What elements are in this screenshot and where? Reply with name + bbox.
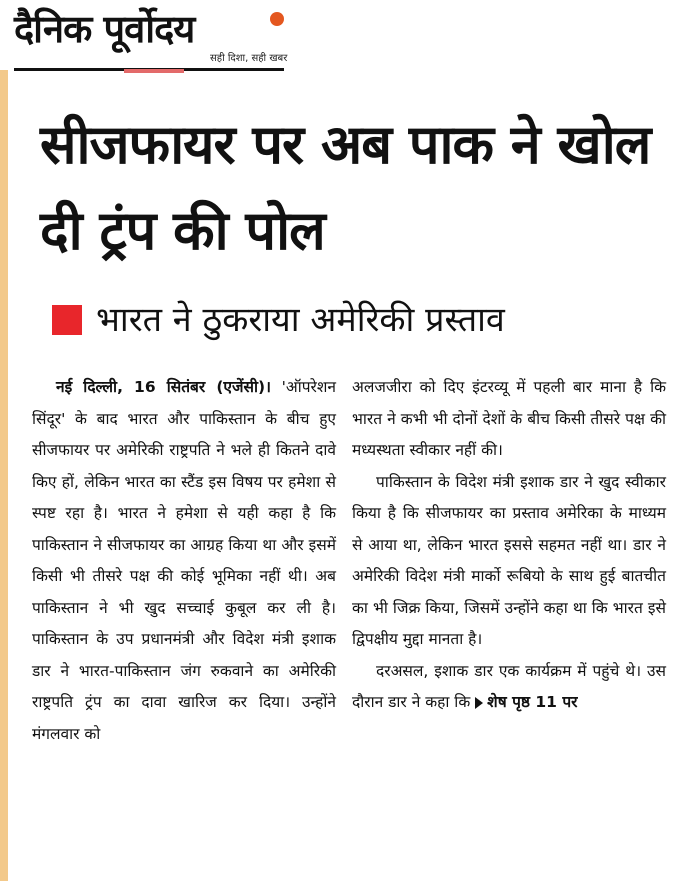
dateline: नई दिल्ली, 16 सितंबर (एजेंसी)।: [56, 378, 271, 396]
article-paragraph-1: [32, 372, 336, 750]
paragraph-1-text: 'ऑपरेशन सिंदूर' के बाद भारत और पाकिस्तान के बीच हुए सीजफायर पर अमेरिकी राष्ट्रपति ने भले ही कितने दावे किए हों, लेकिन भारत का स्टैंड इस विषय पर हमेशा से स्पष्ट रहा है। भारत ने हमेशा से यही कहा है कि पाकिस्तान ने सीजफायर का आग्रह किया था और इसमें किसी भी तीसरे पक्ष की कोई भूमिका नहीं थी। अब पाकिस्तान ने भी खुद सच्चाई कुबूल कर ली है। पाकिस्तान के उप प्रधानमंत्री और विदेश मंत्री इशाक डार ने भारत-पाकिस्तान जंग रुकवाने का अमेरिकी राष्ट्रपति ट्रंप का दावा खारिज कर दिया। उन्होंने मंगलवार को: [32, 378, 336, 743]
masthead: [14, 2, 288, 72]
bullet-square-icon: [52, 305, 82, 335]
logo-dot-icon: [270, 12, 284, 26]
article-column-right: [352, 372, 666, 719]
masthead-accent: [124, 69, 184, 73]
article-paragraph-1-continued: अलजजीरा को दिए इंटरव्यू में पहली बार माना है कि भारत ने कभी भी दोनों देशों के बीच किसी तीसरे पक्ष की मध्यस्थता स्वीकार नहीं की।: [352, 378, 666, 459]
continued-label: शेष पृष्ठ 11 पर: [487, 693, 578, 711]
article-subheadline: [52, 296, 672, 344]
article-paragraph-2: पाकिस्तान के विदेश मंत्री इशाक डार ने खुद स्वीकार किया है कि सीजफायर का प्रस्ताव अमेरिका के माध्यम से आया था, लेकिन भारत इससे सहमत नहीं था। डार ने अमेरिकी विदेश मंत्री मार्को रूबियो के साथ हुई बातचीत का भी जिक्र किया, जिसमें उन्होंने कहा था कि भारत इसे द्विपक्षीय मुद्दा मानता है।: [352, 472, 666, 648]
paragraph-3-text: दरअसल, इशाक डार एक कार्यक्रम में पहुंचे थे। उस दौरान डार ने कहा कि: [352, 661, 666, 711]
arrow-right-icon: [475, 697, 483, 709]
subheadline-text: भारत ने ठुकराया अमेरिकी प्रस्ताव: [96, 300, 505, 340]
article-column-left: [32, 372, 336, 750]
newspaper-tagline: सही दिशा, सही खबर: [210, 53, 288, 64]
article-headline: सीजफायर पर अब पाक ने खोल दी ट्रंप की पोल: [40, 113, 651, 262]
article-paragraph-3: [352, 656, 666, 719]
continued-on-page[interactable]: [475, 693, 577, 711]
side-margin-rule: [0, 70, 8, 881]
newspaper-title: दैनिक पूर्वोदय: [14, 7, 195, 51]
